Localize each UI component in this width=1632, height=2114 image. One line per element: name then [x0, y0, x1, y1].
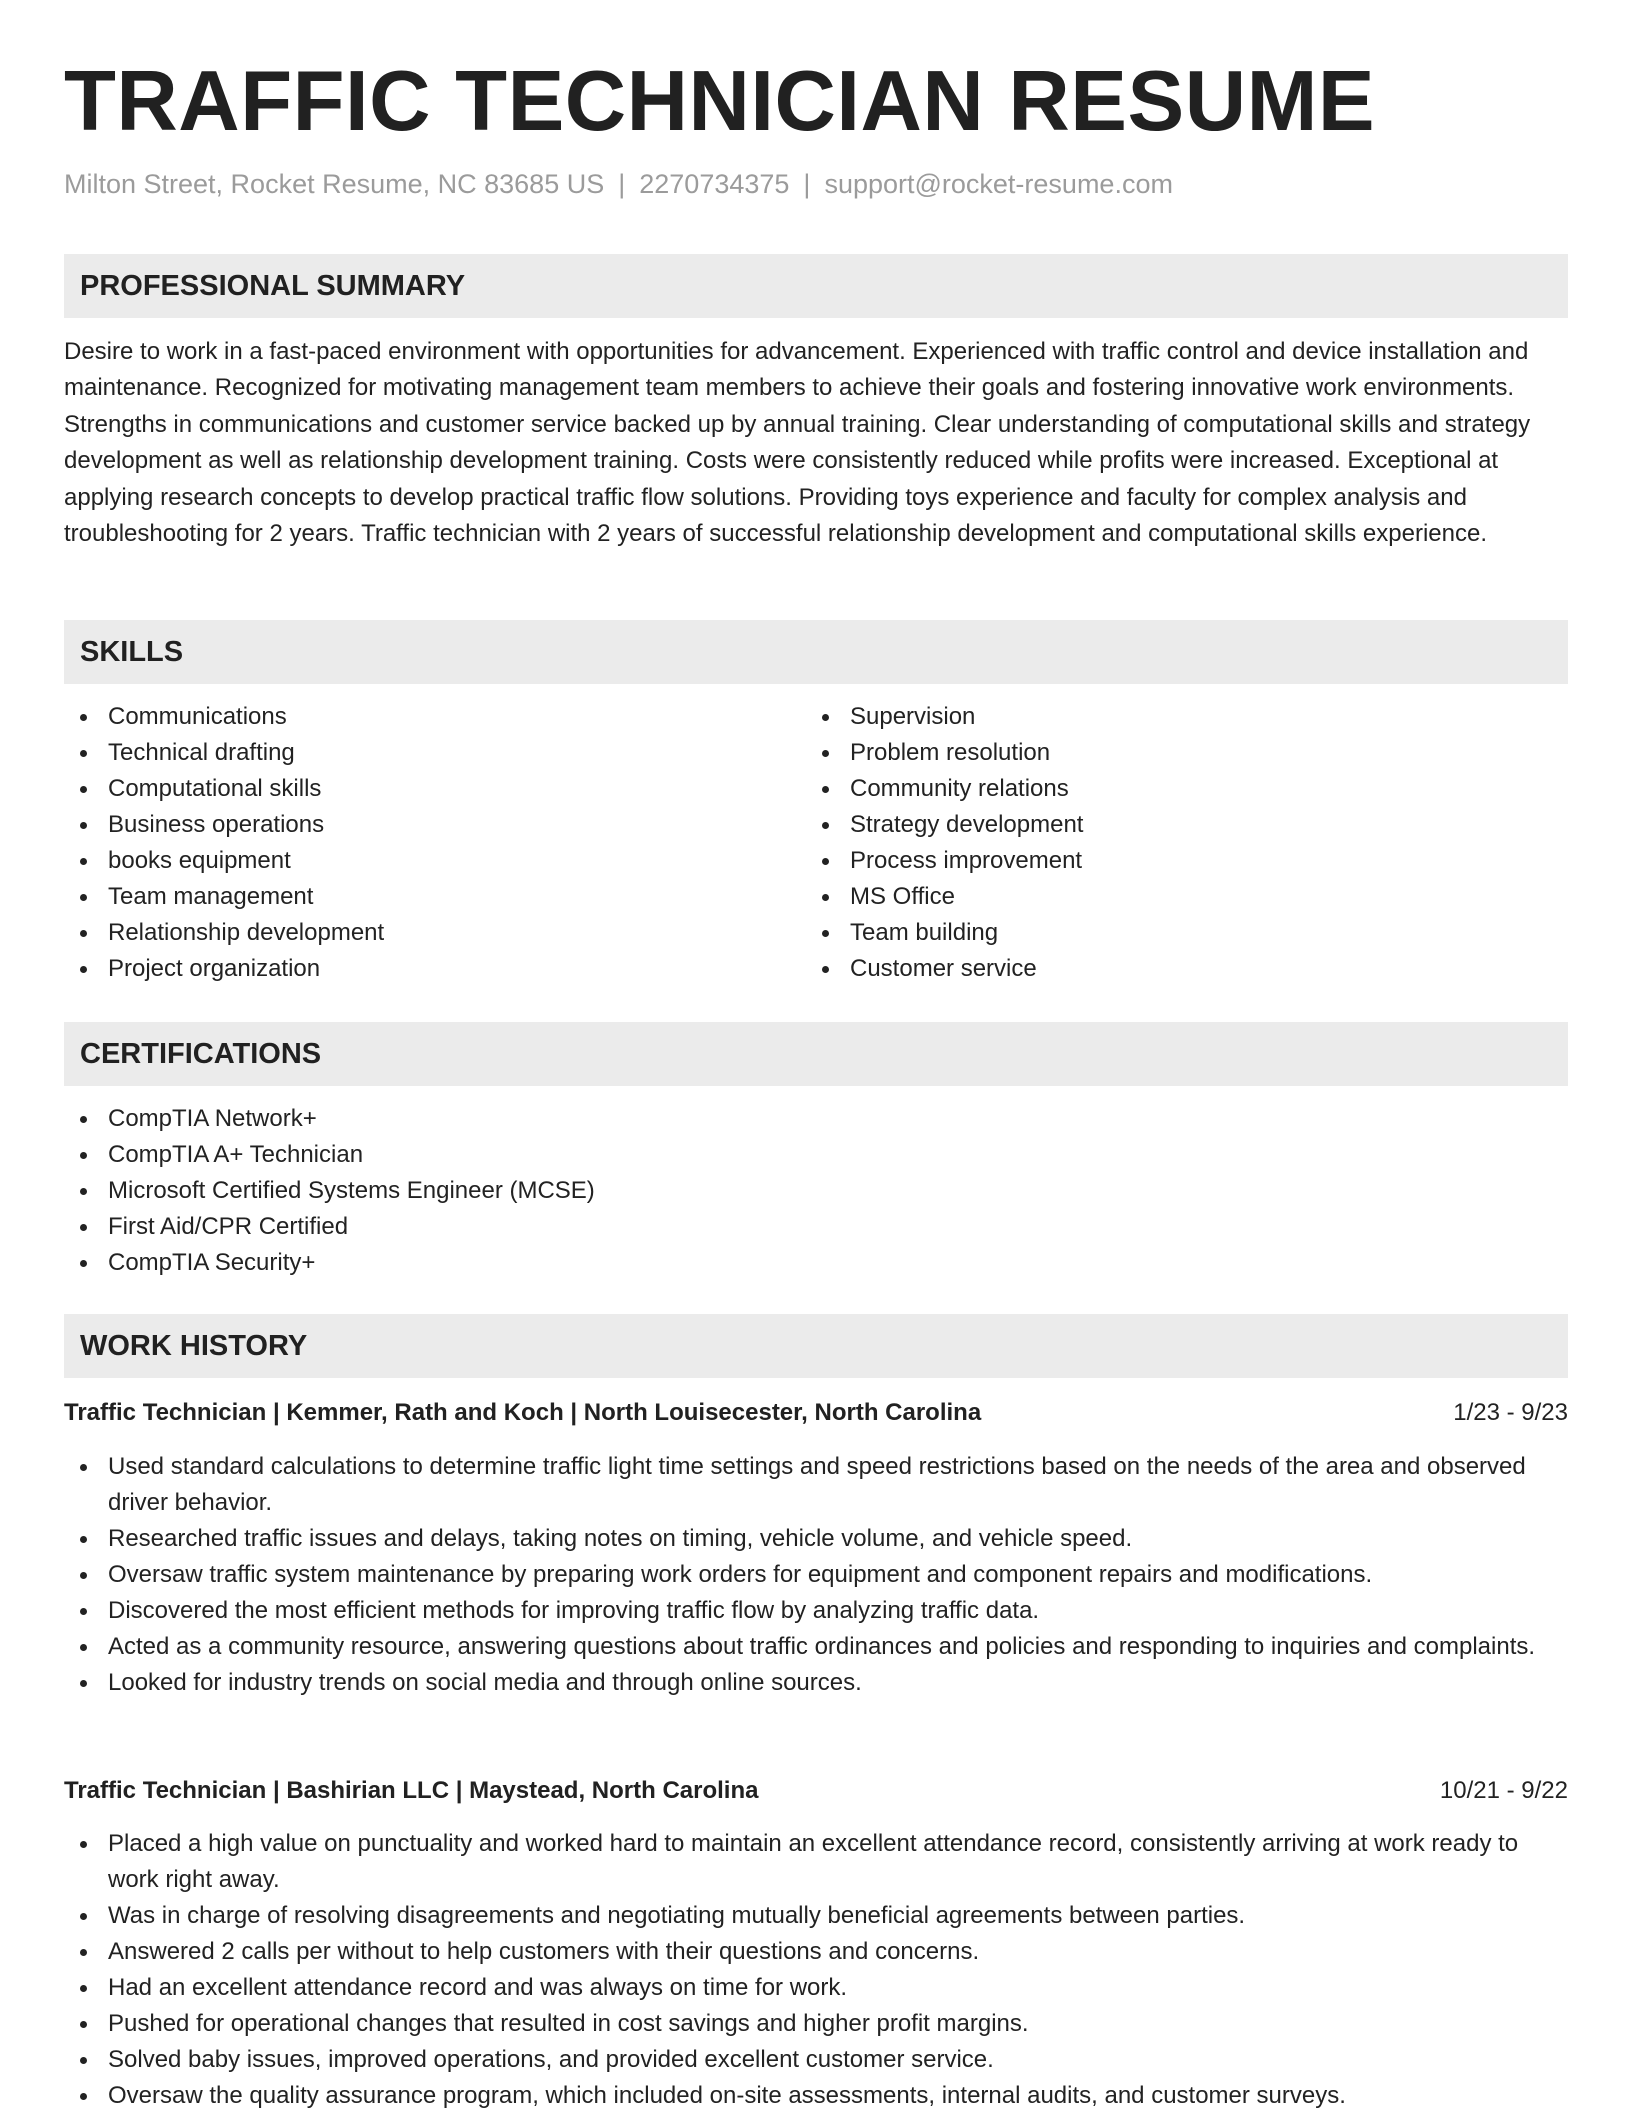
- job-duties: [64, 1449, 1568, 1701]
- list-item: Team management: [64, 879, 764, 915]
- list-item: Microsoft Certified Systems Engineer (MCSE): [64, 1173, 1568, 1209]
- list-item: Business operations: [64, 807, 764, 843]
- list-item: Acted as a community resource, answering questions about traffic ordinances and policies and responding to inquiries and complaints.: [64, 1629, 1568, 1665]
- job-duties: [64, 1826, 1568, 2114]
- list-item: CompTIA Security+: [64, 1245, 1568, 1281]
- list-item: books equipment: [64, 843, 764, 879]
- list-item: Oversaw traffic system maintenance by preparing work orders for equipment and component repairs and modifications.: [64, 1557, 1568, 1593]
- list-item: Community relations: [806, 771, 1506, 807]
- list-item: Looked for industry trends on social media and through online sources.: [64, 1665, 1568, 1701]
- list-item: Used standard calculations to determine traffic light time settings and speed restrictions based on the needs of the area and observed driver behavior.: [64, 1449, 1568, 1521]
- job-dates: 1/23 - 9/23: [1453, 1399, 1568, 1426]
- certifications-list: [64, 1101, 1568, 1281]
- list-item: Problem resolution: [806, 735, 1506, 771]
- job-duties-list: [64, 1449, 1568, 1701]
- skills-right-list: [806, 699, 1506, 987]
- work-history-section-heading: WORK HISTORY: [64, 1314, 1568, 1378]
- job-title: Traffic Technician | Kemmer, Rath and Koch | North Louisecester, North Carolina: [64, 1399, 982, 1426]
- list-item: Oversaw the quality assurance program, which included on-site assessments, internal audits, and customer surveys.: [64, 2078, 1568, 2114]
- list-item: Technical drafting: [64, 735, 764, 771]
- job-dates: 10/21 - 9/22: [1439, 1777, 1568, 1804]
- job-title: Traffic Technician | Bashirian LLC | Maystead, North Carolina: [64, 1777, 759, 1804]
- contact-phone: 2270734375: [639, 169, 790, 199]
- list-item: Team building: [806, 915, 1506, 951]
- list-item: CompTIA A+ Technician: [64, 1137, 1568, 1173]
- contact-email: support@rocket-resume.com: [824, 169, 1173, 199]
- list-item: Strategy development: [806, 807, 1506, 843]
- list-item: Discovered the most efficient methods for improving traffic flow by analyzing traffic data.: [64, 1593, 1568, 1629]
- list-item: Researched traffic issues and delays, taking notes on timing, vehicle volume, and vehicle speed.: [64, 1521, 1568, 1557]
- contact-line: [64, 166, 1173, 202]
- skills-left-list: [64, 699, 764, 987]
- contact-separator: |: [803, 169, 811, 199]
- list-item: Process improvement: [806, 843, 1506, 879]
- list-item: First Aid/CPR Certified: [64, 1209, 1568, 1245]
- list-item: Customer service: [806, 951, 1506, 987]
- contact-separator: |: [618, 169, 626, 199]
- list-item: Solved baby issues, improved operations, and provided excellent customer service.: [64, 2042, 1568, 2078]
- list-item: Answered 2 calls per without to help customers with their questions and concerns.: [64, 1934, 1568, 1970]
- summary-section-heading: PROFESSIONAL SUMMARY: [64, 254, 1568, 318]
- summary-text: Desire to work in a fast-paced environment with opportunities for advancement. Experienced with traffic control and device installation and maintenance. Recognized for motivating management team members to achieve their goals and fostering innovative work environments. Strengths in communications and customer service backed up by annual training. Clear understanding of computational skills and strategy development as well as relationship development training. Costs were consistently reduced while profits were increased. Exceptional at applying research concepts to develop practical traffic flow solutions. Providing toys experience and faculty for complex analysis and troubleshooting for 2 years. Traffic technician with 2 years of successful relationship development and computational skills experience.: [64, 338, 1531, 548]
- list-item: Placed a high value on punctuality and worked hard to maintain an excellent attendance record, consistently arriving at work ready to work right away.: [64, 1826, 1568, 1898]
- job-duties-list: [64, 1826, 1568, 2114]
- job-header: [64, 1773, 1568, 1809]
- skills-left-column: [64, 699, 764, 987]
- list-item: Communications: [64, 699, 764, 735]
- list-item: MS Office: [806, 879, 1506, 915]
- list-item: Had an excellent attendance record and was always on time for work.: [64, 1970, 1568, 2006]
- certifications-section-heading: CERTIFICATIONS: [64, 1022, 1568, 1086]
- skills-section-heading: SKILLS: [64, 620, 1568, 684]
- list-item: Supervision: [806, 699, 1506, 735]
- resume-title: TRAFFIC TECHNICIAN RESUME: [64, 54, 1376, 149]
- list-item: Was in charge of resolving disagreements and negotiating mutually beneficial agreements between parties.: [64, 1898, 1568, 1934]
- skills-right-column: [806, 699, 1506, 987]
- list-item: Computational skills: [64, 771, 764, 807]
- contact-address: Milton Street, Rocket Resume, NC 83685 US: [64, 169, 605, 199]
- list-item: Pushed for operational changes that resulted in cost savings and higher profit margins.: [64, 2006, 1568, 2042]
- certifications-block: [64, 1101, 1568, 1281]
- job-header: [64, 1395, 1568, 1431]
- list-item: Relationship development: [64, 915, 764, 951]
- list-item: Project organization: [64, 951, 764, 987]
- list-item: CompTIA Network+: [64, 1101, 1568, 1137]
